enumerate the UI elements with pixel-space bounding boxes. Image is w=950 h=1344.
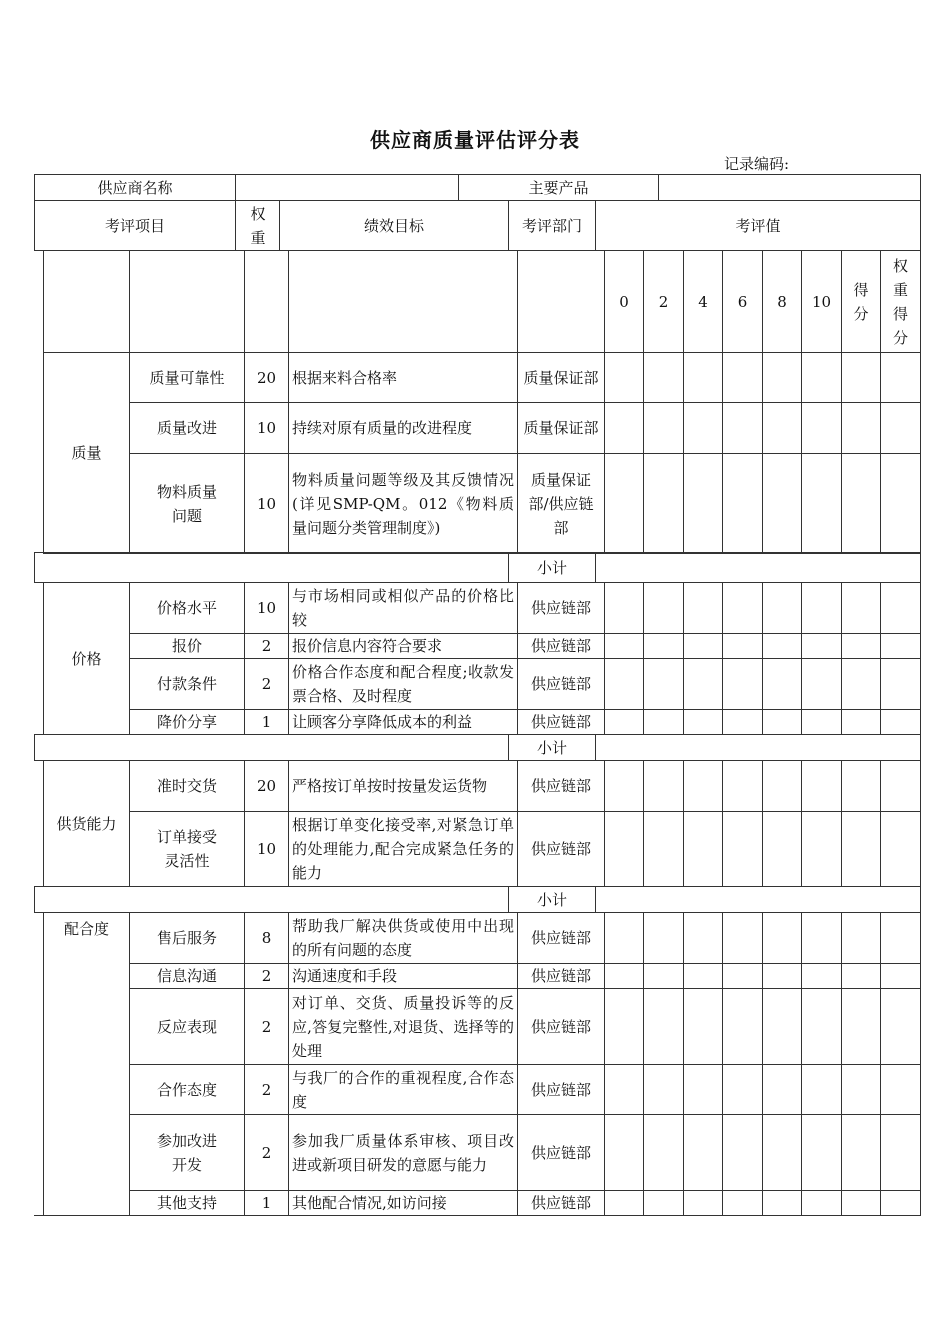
score-cell[interactable] [684, 989, 723, 1065]
scoring-table [43, 250, 921, 554]
score-col-4: 4 [684, 251, 723, 353]
group-supply: 供货能力 [44, 761, 130, 887]
score-cell[interactable] [802, 710, 842, 735]
score-cell[interactable] [605, 812, 644, 887]
page-title: 供应商质量评估评分表 [370, 128, 580, 152]
score-cell[interactable] [881, 583, 921, 634]
target-cell: 其他配合情况,如访问接 [289, 1191, 518, 1216]
score-cell[interactable] [842, 761, 881, 812]
item-cell: 价格水平 [130, 583, 245, 634]
blank-cell [289, 251, 518, 353]
blank-cell [35, 553, 509, 583]
score-cell[interactable] [684, 710, 723, 735]
record-code-label: 记录编码: [724, 155, 790, 173]
score-cell[interactable] [763, 403, 802, 454]
table-row [44, 964, 921, 989]
score-cell[interactable] [842, 989, 881, 1065]
subtotal-label: 小计 [509, 887, 596, 913]
weight-cell: 10 [245, 583, 289, 634]
score-cell[interactable] [644, 1191, 684, 1216]
score-cell[interactable] [644, 454, 684, 554]
table-row [44, 634, 921, 659]
score-cell[interactable] [684, 913, 723, 964]
score-cell[interactable] [763, 454, 802, 554]
score-cell[interactable] [723, 634, 763, 659]
weight-cell: 2 [245, 634, 289, 659]
score-cell[interactable] [605, 583, 644, 634]
target-cell: 与市场相同或相似产品的价格比较 [289, 583, 518, 634]
dept-header: 考评部门 [509, 201, 596, 251]
item-cell: 售后服务 [130, 913, 245, 964]
subtotal-label: 小计 [509, 553, 596, 583]
score-cell[interactable] [842, 403, 881, 454]
score-cell[interactable] [802, 989, 842, 1065]
score-cell[interactable] [763, 710, 802, 735]
dept-cell: 供应链部 [518, 1065, 605, 1115]
score-cell[interactable] [723, 1115, 763, 1191]
target-cell: 根据订单变化接受率,对紧急订单的处理能力,配合完成紧急任务的能力 [289, 812, 518, 887]
score-cell[interactable] [763, 353, 802, 403]
score-cell[interactable] [842, 964, 881, 989]
table-row [44, 1065, 921, 1115]
score-cell[interactable] [881, 964, 921, 989]
score-cell[interactable] [763, 1115, 802, 1191]
weight-cell: 2 [245, 1115, 289, 1191]
score-cell[interactable] [802, 659, 842, 710]
target-cell: 对订单、交货、质量投诉等的反应,答复完整性,对退货、选择等的处理 [289, 989, 518, 1065]
table-row [44, 710, 921, 735]
score-col-2: 2 [644, 251, 684, 353]
value-header: 考评值 [596, 201, 921, 251]
score-cell[interactable] [881, 913, 921, 964]
score-cell[interactable] [763, 812, 802, 887]
blank-cell [35, 735, 509, 761]
main-product-label: 主要产品 [459, 175, 659, 201]
supplier-name-label: 供应商名称 [35, 175, 236, 201]
header-table [34, 174, 921, 201]
score-col-6: 6 [723, 251, 763, 353]
score-cell[interactable] [763, 989, 802, 1065]
score-cell[interactable] [881, 710, 921, 735]
score-cell[interactable] [723, 812, 763, 887]
score-cell[interactable] [881, 1115, 921, 1191]
score-cell[interactable] [723, 989, 763, 1065]
score-col-weighted: 权重得分 [881, 251, 921, 353]
target-cell: 持续对原有质量的改进程度 [289, 403, 518, 454]
score-cell[interactable] [605, 659, 644, 710]
score-cell[interactable] [881, 812, 921, 887]
blank-cell [518, 251, 605, 353]
table-row [44, 761, 921, 812]
subtotal-row [34, 552, 921, 583]
supplier-name-field[interactable] [236, 175, 459, 201]
item-cell: 合作态度 [130, 1065, 245, 1115]
table-row [44, 659, 921, 710]
score-cell[interactable] [684, 761, 723, 812]
score-header-row [44, 251, 921, 353]
score-cell[interactable] [802, 583, 842, 634]
dept-cell: 供应链部 [518, 1191, 605, 1216]
blank-cell [130, 251, 245, 353]
score-cell[interactable] [723, 761, 763, 812]
score-cell[interactable] [802, 964, 842, 989]
score-cell[interactable] [605, 989, 644, 1065]
item-cell: 降价分享 [130, 710, 245, 735]
score-cell[interactable] [763, 1191, 802, 1216]
score-cell[interactable] [605, 964, 644, 989]
dept-cell: 供应链部 [518, 989, 605, 1065]
score-cell[interactable] [644, 659, 684, 710]
blank-cell [245, 251, 289, 353]
score-cell[interactable] [802, 913, 842, 964]
score-cell[interactable] [684, 1191, 723, 1216]
score-cell[interactable] [644, 989, 684, 1065]
score-cell[interactable] [723, 1191, 763, 1216]
score-cell[interactable] [605, 634, 644, 659]
score-cell[interactable] [802, 403, 842, 454]
item-cell: 质量改进 [130, 403, 245, 454]
subtotal-row [34, 886, 921, 913]
item-cell: 质量可靠性 [130, 353, 245, 403]
score-cell[interactable] [842, 710, 881, 735]
score-cell[interactable] [684, 812, 723, 887]
dept-cell: 供应链部 [518, 964, 605, 989]
score-cell[interactable] [881, 403, 921, 454]
weight-cell: 2 [245, 964, 289, 989]
score-cell[interactable] [723, 659, 763, 710]
score-cell[interactable] [881, 989, 921, 1065]
score-cell[interactable] [842, 659, 881, 710]
subtotal-label: 小计 [509, 735, 596, 761]
dept-cell: 质量保证部 [518, 403, 605, 454]
score-cell[interactable] [723, 913, 763, 964]
score-cell[interactable] [684, 659, 723, 710]
price-table [43, 582, 921, 735]
table-row [44, 1191, 921, 1216]
weight-cell: 2 [245, 1065, 289, 1115]
dept-cell: 质量保证部 [518, 353, 605, 403]
subtotal-value[interactable] [596, 735, 921, 761]
score-cell[interactable] [842, 353, 881, 403]
score-cell[interactable] [723, 1065, 763, 1115]
score-cell[interactable] [842, 1065, 881, 1115]
score-cell[interactable] [881, 659, 921, 710]
weight-cell: 10 [245, 812, 289, 887]
supply-table [43, 760, 921, 887]
score-cell[interactable] [763, 761, 802, 812]
score-cell[interactable] [881, 634, 921, 659]
score-cell[interactable] [684, 403, 723, 454]
target-cell: 严格按订单按时按量发运货物 [289, 761, 518, 812]
score-cell[interactable] [644, 634, 684, 659]
score-cell[interactable] [881, 1065, 921, 1115]
table-row [44, 913, 921, 964]
target-header: 绩效目标 [280, 201, 509, 251]
score-cell[interactable] [842, 812, 881, 887]
score-cell[interactable] [881, 1191, 921, 1216]
score-cell[interactable] [842, 1115, 881, 1191]
target-cell: 帮助我厂解决供货或使用中出现的所有问题的态度 [289, 913, 518, 964]
target-cell: 报价信息内容符合要求 [289, 634, 518, 659]
table-row [44, 454, 921, 554]
score-cell[interactable] [644, 1115, 684, 1191]
score-cell[interactable] [723, 710, 763, 735]
score-cell[interactable] [802, 454, 842, 554]
score-cell[interactable] [842, 1191, 881, 1216]
dept-cell: 质量保证部/供应链部 [518, 454, 605, 554]
weight-cell: 10 [245, 403, 289, 454]
score-cell[interactable] [802, 353, 842, 403]
score-cell[interactable] [723, 353, 763, 403]
score-cell[interactable] [802, 812, 842, 887]
weight-cell: 20 [245, 761, 289, 812]
score-cell[interactable] [684, 1065, 723, 1115]
score-cell[interactable] [644, 710, 684, 735]
target-cell: 价格合作态度和配合程度;收款发票合格、及时程度 [289, 659, 518, 710]
blank-cell [35, 887, 509, 913]
table-row [44, 583, 921, 634]
score-cell[interactable] [684, 1115, 723, 1191]
score-cell[interactable] [723, 583, 763, 634]
table-row [44, 989, 921, 1065]
item-cell: 订单接受灵活性 [130, 812, 245, 887]
weight-cell: 2 [245, 659, 289, 710]
score-cell[interactable] [605, 353, 644, 403]
score-cell[interactable] [644, 353, 684, 403]
score-cell[interactable] [605, 1065, 644, 1115]
score-cell[interactable] [802, 761, 842, 812]
score-cell[interactable] [723, 964, 763, 989]
score-cell[interactable] [644, 583, 684, 634]
score-cell[interactable] [763, 634, 802, 659]
item-cell: 报价 [130, 634, 245, 659]
score-cell[interactable] [605, 1191, 644, 1216]
score-cell[interactable] [802, 1115, 842, 1191]
group-price: 价格 [44, 583, 130, 735]
score-cell[interactable] [763, 583, 802, 634]
score-cell[interactable] [723, 403, 763, 454]
score-col-0: 0 [605, 251, 644, 353]
item-header: 考评项目 [35, 201, 236, 251]
score-cell[interactable] [605, 1115, 644, 1191]
coop-table [43, 912, 921, 1216]
score-cell[interactable] [644, 403, 684, 454]
score-cell[interactable] [605, 403, 644, 454]
column-header-table [34, 200, 921, 251]
score-cell[interactable] [684, 583, 723, 634]
table-row [44, 812, 921, 887]
item-cell: 参加改进开发 [130, 1115, 245, 1191]
dept-cell: 供应链部 [518, 710, 605, 735]
item-cell: 准时交货 [130, 761, 245, 812]
score-cell[interactable] [644, 964, 684, 989]
weight-cell: 20 [245, 353, 289, 403]
score-cell[interactable] [881, 353, 921, 403]
target-cell: 根据来料合格率 [289, 353, 518, 403]
weight-cell: 1 [245, 710, 289, 735]
score-cell[interactable] [644, 812, 684, 887]
score-col-8: 8 [763, 251, 802, 353]
target-cell: 与我厂的合作的重视程度,合作态度 [289, 1065, 518, 1115]
score-cell[interactable] [763, 659, 802, 710]
score-cell[interactable] [605, 761, 644, 812]
item-cell: 反应表现 [130, 989, 245, 1065]
subtotal-value[interactable] [596, 553, 921, 583]
target-cell: 沟通速度和手段 [289, 964, 518, 989]
score-cell[interactable] [842, 913, 881, 964]
item-cell: 付款条件 [130, 659, 245, 710]
score-cell[interactable] [684, 634, 723, 659]
weight-cell: 10 [245, 454, 289, 554]
weight-cell: 2 [245, 989, 289, 1065]
score-cell[interactable] [763, 913, 802, 964]
dept-cell: 供应链部 [518, 583, 605, 634]
score-cell[interactable] [723, 454, 763, 554]
blank-cell [44, 251, 130, 353]
target-cell: 参加我厂质量体系审核、项目改进或新项目研发的意愿与能力 [289, 1115, 518, 1191]
score-cell[interactable] [644, 1065, 684, 1115]
main-product-field[interactable] [659, 175, 921, 201]
score-col-score: 得分 [842, 251, 881, 353]
bottom-border-line [34, 1215, 920, 1216]
table-row [44, 353, 921, 403]
score-cell[interactable] [842, 634, 881, 659]
subtotal-row [34, 734, 921, 761]
item-cell: 其他支持 [130, 1191, 245, 1216]
table-row [44, 1115, 921, 1191]
score-cell[interactable] [842, 454, 881, 554]
weight-header: 权重 [236, 201, 280, 251]
score-cell[interactable] [605, 454, 644, 554]
target-cell: 让顾客分享降低成本的利益 [289, 710, 518, 735]
score-cell[interactable] [881, 454, 921, 554]
score-cell[interactable] [644, 913, 684, 964]
dept-cell: 供应链部 [518, 1115, 605, 1191]
score-cell[interactable] [802, 1065, 842, 1115]
score-cell[interactable] [644, 761, 684, 812]
dept-cell: 供应链部 [518, 634, 605, 659]
dept-cell: 供应链部 [518, 913, 605, 964]
score-cell[interactable] [802, 1191, 842, 1216]
group-coop: 配合度 [44, 913, 130, 1216]
score-cell[interactable] [605, 710, 644, 735]
score-cell[interactable] [684, 353, 723, 403]
weight-cell: 8 [245, 913, 289, 964]
dept-cell: 供应链部 [518, 761, 605, 812]
group-quality: 质量 [44, 353, 130, 554]
item-cell: 信息沟通 [130, 964, 245, 989]
score-cell[interactable] [763, 964, 802, 989]
weight-cell: 1 [245, 1191, 289, 1216]
score-cell[interactable] [763, 1065, 802, 1115]
score-cell[interactable] [802, 634, 842, 659]
subtotal-value[interactable] [596, 887, 921, 913]
item-cell: 物料质量问题 [130, 454, 245, 554]
table-row [44, 403, 921, 454]
score-cell[interactable] [842, 583, 881, 634]
score-cell[interactable] [881, 761, 921, 812]
score-cell[interactable] [684, 454, 723, 554]
dept-cell: 供应链部 [518, 812, 605, 887]
score-cell[interactable] [605, 913, 644, 964]
target-cell: 物料质量问题等级及其反馈情况(详见SMP-QM。012《物料质量问题分类管理制度》) [289, 454, 518, 554]
dept-cell: 供应链部 [518, 659, 605, 710]
score-col-10: 10 [802, 251, 842, 353]
score-cell[interactable] [684, 964, 723, 989]
